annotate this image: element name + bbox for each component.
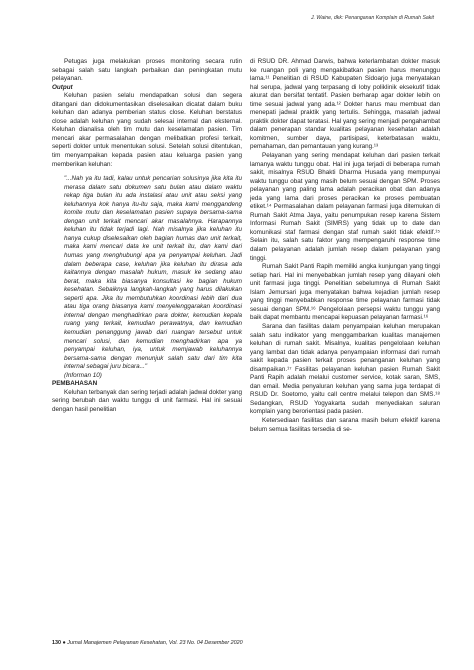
paragraph-output: Keluhan pasien selalu mendapatkan solusi dan segera ditangani dan didokumentasikan diselesaikan dicatat dalam buku keluhan dan adanya pemberian status close. Keluhan berstatus close adalah keluhan yang sudah selesai internal dan eksternal. Keluhan dianalisa oleh tim mutu dan keselamatan pasien. Tim mencari akar permasalahan dengan melibatkan profesi terkait, seperti dokter untuk menentukan solusi. Setelah solusi ditentukan, tim menyampaikan kepada pasien atau keluarga pasien yang memberikan keluhan: — [52, 92, 242, 168]
paragraph-monitoring: Petugas juga melakukan proses monitoring secara rutin sebagai salah satu langkah perbaikan dan peningkatan mutu pelayanan. — [52, 58, 242, 83]
paragraph-jadwal-dokter: di RSUD DR. Ahmad Darwis, bahwa keterlambatan dokter masuk ke ruangan poli yang mengakibatkan pasien harus menunggu lama.¹¹ Penelitian di RSUD Kabupaten Sidoarjo juga menyatakan hal serupa, jadwal yang terpasang di loby poliklinik eksekutif tidak akurat dan bersifat tentatif. Pasien berharap agar dokter lebih on time sesuai jadwal yang ada.¹² Dokter harus mau membuat dan menepati jadwal praktik yang tertulis. Sehingga, masalah jadwal praktik dokter dapat teratasi. Hal yang sering menjadi pengahambat dalam penerapan standar kualitas pelayanan kesehatan adalah komitmen, sumber daya, partisipasi, keterbatasan waktu, pemahaman, dan pemantauan yang kurang.¹³ — [250, 58, 440, 151]
quote-source: (Informan 10) — [64, 371, 102, 379]
paragraph-sarana-fasilitas: Sarana dan fasilitas dalam penyampaian keluhan merupakan salah satu indikator yang menggambarkan kualitas manajemen keluhan di rumah sakit. Misalnya, kualitas pengelolaan keluhan yang lambat dan tidak adanya penyampaian informasi dari rumah sakit kepada pasien terkait proses penanganan keluhan yang disampaikan.¹⁷ Fasilitas pelayanan keluhan pasien Rumah Sakit Panti Rapih adalah melalui customer service, kotak saran, SMS, dan email. Media penyaluran keluhan yang sama juga terdapat di RSUD Dr. Soetomo, yaitu call centre melalui telepon dan SMS.¹⁸ Sedangkan, RSUD Yogyakarta sudah menyediakan saluran komplain yang berorientasi pada pasien. — [250, 322, 440, 416]
interview-quote: "...Nah ya itu tadi, kalau untuk pencarian solusinya jika kita itu merasa dalam satu dokumen satu bulan atau dalam waktu rekap tiga bulan itu ada instalasi atau unit atau seksi yang keluhannya kok hanya itu-itu saja, maka kami menggandeng komite mutu dan keselamatan pasien supaya bersama-sama dengan unit terkait mencari akar masalahnya. Harapannya keluhan itu tidak terjadi lagi. Nah misalnya jika keluhan itu hanya cukup diselesaikan oleh bagian humas dan unit terkait, maka kami mencari data ke unit terkait itu, dan kami dari humas yang menghubungi apa ya penyampai keluhan. Jadi dalam beberapa case, keluhan jika keluhan itu dirasa ada kaitannya dengan masalah hukum, masuk ke sedang atau berat, maka kita biasanya konsultasi ke bagian hukum kesehatan. Sebaiknya langkah-langkah yang harus dilakukan seperti apa. Jika itu membutuhkan koordinasi lebih dari dua atau tiga orang biasanya kami menyelenggarakan koordinasi internal dengan menghadirkan para dokter, kemudian kepala ruang yang terkait, kemudian perawatnya, dan kemudian kemudian penanggung jawab dari ruangan tersebut untuk mencari solusi, dan kemudian menghadirkan apa ya penyampai keluhan, iya, untuk memjawab keluhannya bersama-sama dengan menunjuk salah satu dari tim kita internal sebagai juru bicara..." — [64, 175, 242, 371]
running-header: J. Waine, dkk: Penanganan Komplain di Rumah Sakit — [310, 15, 434, 21]
left-column — [52, 58, 242, 414]
journal-citation: Jurnal Manajemen Pelayanan Kesehatan, Vol. 23 No. 04 Desember 2020 — [67, 640, 243, 646]
paragraph-pembahasan: Keluhan terbanyak dan sering terjadi adalah jadwal dokter yang sering berubah dan waktu tunggu di unit farmasi. Hal ini sesuai dengan hasil penelitian — [52, 388, 242, 413]
page-footer — [52, 640, 243, 646]
section-heading-output: Output — [52, 83, 73, 91]
section-heading-pembahasan: PEMBAHASAN — [52, 380, 98, 388]
paragraph-ketersediaan: Ketersediaan fasilitas dan sarana masih belum efektif karena belum semua fasilitas tersedia di se- — [250, 416, 440, 433]
right-column — [250, 58, 440, 434]
paragraph-waktu-tunggu-obat: Pelayanan yang sering mendapat keluhan dari pasien terkait lamanya waktu tunggu obat. Hal ini juga terjadi di beberapa rumah sakit, misalnya RSUD Bhakti Dharma Husada yang mempunyai waktu tunggu obat yang masih belum sesuai dengan SPM. Proses pelayanan yang paling lama adalah peracikan obat dan adanya jeda yang lama dari proses peracikan ke proses pembuatan etiket.¹⁴ Permasalahan dalam pelayanan farmasi juga ditemukan di Rumah Sakit Atma Jaya, yaitu penumpukan resep karena Sistem Informasi Rumah Sakit (SIMRS) yang tidak up to date dan komunikasi staf farmasi dengan staf rumah sakit tidak efektif.¹⁵ Selain itu, salah satu faktor yang mempengaruhi response time dalam pelayanan adalah jumlah resep dalam pelayanan yang tinggi. — [250, 152, 440, 262]
paragraph-panti-rapih: Rumah Sakit Panti Rapih memiliki angka kunjungan yang tinggi setiap hari. Hal ini menyebabkan jumlah resep yang dilayani oleh unit farmasi juga tinggi. Penelitian sebelumnya di Rumah Sakit Islam Jemursari juga menyatakan bahwa kejadian jumlah resep yang tinggi menyebabkan response time pelayanan farmasi tidak sesuai dengan SPM.¹⁶ Pengelolaan persepsi waktu tunggu yang baik dapat membantu mencapai kepuasan pelayanan farmasi.¹⁶ — [250, 263, 440, 322]
bullet-separator: ● — [62, 640, 66, 646]
page-number: 130 — [52, 640, 61, 646]
